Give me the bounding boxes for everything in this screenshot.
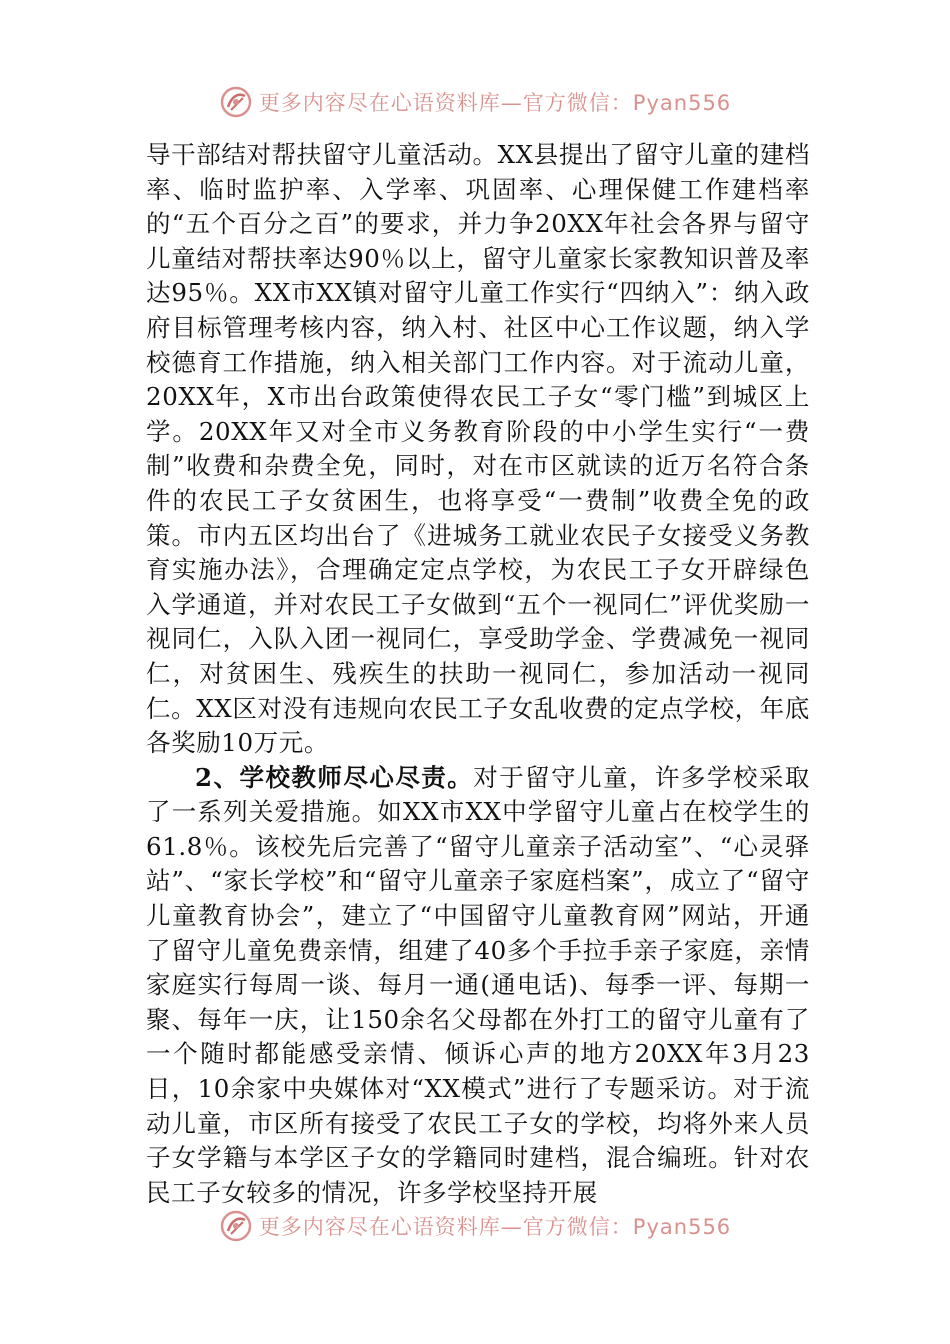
watermark-footer [0, 1206, 950, 1246]
paragraph-text: 对于留守儿童，许多学校采取了一系列关爱措施。如XX市XX中学留守儿童占在校学生的61.8％。该校先后完善了“留守儿童亲子活动室”、“心灵驿站”、“家长学校”和“留守儿童亲子家庭档案”，成立了“留守儿童教育协会”，建立了“中国留守儿童教育网”网站，开通了留守儿童免费亲情，组建了40多个手拉手亲子家庭，亲情家庭实行每周一谈、每月一通(通电话)、每季一评、每期一聚、每年一庆，让150余名父母都在外打工的留守儿童有了一个随时都能感受亲情、倾诉心声的地方20XX年3月23日，10余家中央媒体对“XX模式”进行了专题采访。对于流动儿童，市区所有接受了农民工子女的学校，均将外来人员子女学籍与本学区子女的学籍同时建档，混合编班。针对农民工子女较多的情况，许多学校坚持开展 [146, 762, 810, 1207]
paragraph-text: 导干部结对帮扶留守儿童活动。XX县提出了留守儿童的建档率、临时监护率、入学率、巩固率、心理保健工作建档率的“五个百分之百”的要求，并力争20XX年社会各界与留守儿童结对帮扶率达90％以上，留守儿童家长家教知识普及率达95％。XX市XX镇对留守儿童工作实行“四纳入”：纳入政府目标管理考核内容，纳入村、社区中心工作议题，纳入学校德育工作措施，纳入相关部门工作内容。对于流动儿童，20XX年，X市出台政策使得农民工子女“零门槛”到城区上学。20XX年又对全市义务教育阶段的中小学生实行“一费制”收费和杂费全免，同时，对在市区就读的近万名符合条件的农民工子女贫困生，也将享受“一费制”收费全免的政策。市内五区均出台了《进城务工就业农民子女接受义务教育实施办法》，合理确定定点学校，为农民工子女开辟绿色入学通道，并对农民工子女做到“五个一视同仁”评优奖励一视同仁，入队入团一视同仁，享受助学金、学费减免一视同仁，对贫困生、残疾生的扶助一视同仁，参加活动一视同仁。XX区对没有违规向农民工子女乱收费的定点学校，年底各奖励10万元。 [146, 140, 810, 758]
watermark-text: 更多内容尽在心语资料库—官方微信：Pyan556 [258, 91, 732, 115]
paragraph-heading: 2、学校教师尽心尽责。 [195, 762, 474, 792]
paragraph-continuation [146, 138, 810, 761]
document-body [146, 138, 810, 1210]
seal-logo-icon [219, 85, 253, 119]
watermark-text: 更多内容尽在心语资料库—官方微信：Pyan556 [258, 1215, 732, 1239]
seal-logo-icon [219, 1209, 253, 1243]
paragraph-school-teachers [146, 761, 810, 1211]
watermark-header [0, 82, 950, 122]
